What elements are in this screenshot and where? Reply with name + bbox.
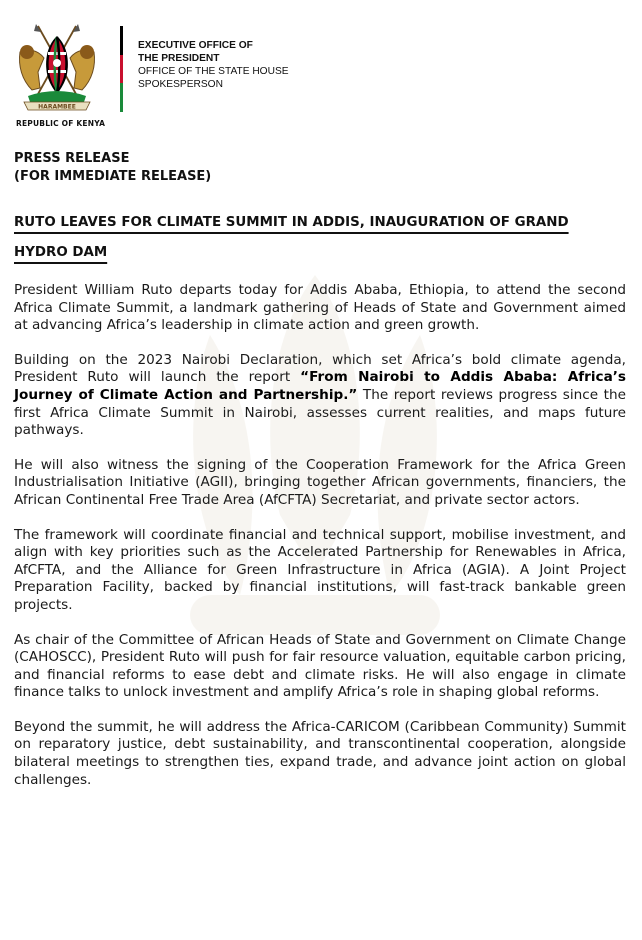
office-line-4: SPOKESPERSON bbox=[138, 79, 223, 90]
office-line-3: OFFICE OF THE STATE HOUSE bbox=[138, 66, 289, 77]
paragraph-2 bbox=[14, 352, 626, 440]
emblem-motto: HARAMBEE bbox=[38, 103, 76, 111]
paragraph-1: President William Ruto departs today for Addis Ababa, Ethiopia, to attend the second Africa Climate Summit, a landmark gathering of Heads of State and Government aimed at advancing Africa’s leadership in climate action and green growth. bbox=[14, 282, 626, 334]
paragraph-5: As chair of the Committee of African Heads of State and Government on Climate Change (CAHOSCC), President Ruto will push for fair resource valuation, equitable carbon pricing, and financial reforms to ease debt and climate risks. He will also engage in climate finance talks to unlock investment and amplify Africa’s role in shaping global reforms. bbox=[14, 631, 626, 701]
report-title: “From Nairobi to Addis Ababa: Africa’s Journey of Climate Action and Partnership.” bbox=[14, 369, 627, 403]
flag-color-bar bbox=[120, 26, 123, 112]
office-line-2: THE PRESIDENT bbox=[138, 53, 220, 64]
office-line-1: EXECUTIVE OFFICE OF bbox=[138, 40, 253, 51]
country-label: REPUBLIC OF KENYA bbox=[16, 119, 106, 128]
press-release-content bbox=[14, 150, 626, 806]
paragraph-6: Beyond the summit, he will address the Africa-CARICOM (Caribbean Community) Summit on reparatory justice, debt sustainability, and transcontinental cooperation, alongside bilateral meetings to strengthen ties, expand trade, and advance joint action on global challenges. bbox=[14, 718, 626, 788]
release-type: PRESS RELEASE bbox=[14, 151, 130, 166]
release-status: (FOR IMMEDIATE RELEASE) bbox=[14, 169, 212, 184]
kenya-coat-of-arms-icon bbox=[14, 22, 100, 112]
letterhead bbox=[14, 22, 634, 128]
paragraph-2-text-b: The report reviews progress since the first Africa Climate Summit in Nairobi, assesses current realities, and maps future pathways. bbox=[14, 386, 626, 439]
paragraph-2-text-a: Building on the 2023 Nairobi Declaration, which set Africa’s bold climate agenda, President Ruto will launch the report bbox=[14, 351, 626, 386]
headline-line-1: RUTO LEAVES FOR CLIMATE SUMMIT IN ADDIS, INAUGURATION OF GRAND bbox=[14, 215, 569, 230]
headline bbox=[14, 208, 626, 268]
paragraph-3: He will also witness the signing of the Cooperation Framework for the Africa Green Industrialisation Initiative (AGII), bringing together African governments, financiers, the African Continental Free Trade Area (AfCFTA) Secretariat, and private sector actors. bbox=[14, 456, 626, 508]
paragraph-4: The framework will coordinate financial and technical support, mobilise investment, and align with key priorities such as the Accelerated Partnership for Renewables in Africa, AfCFTA, and the Alliance for Green Infrastructure in Africa (AGIA). A Joint Project Preparation Facility, backed by financial institutions, will fast-track bankable green projects. bbox=[14, 526, 626, 613]
headline-line-2: HYDRO DAM bbox=[14, 245, 108, 260]
office-block bbox=[138, 39, 289, 91]
